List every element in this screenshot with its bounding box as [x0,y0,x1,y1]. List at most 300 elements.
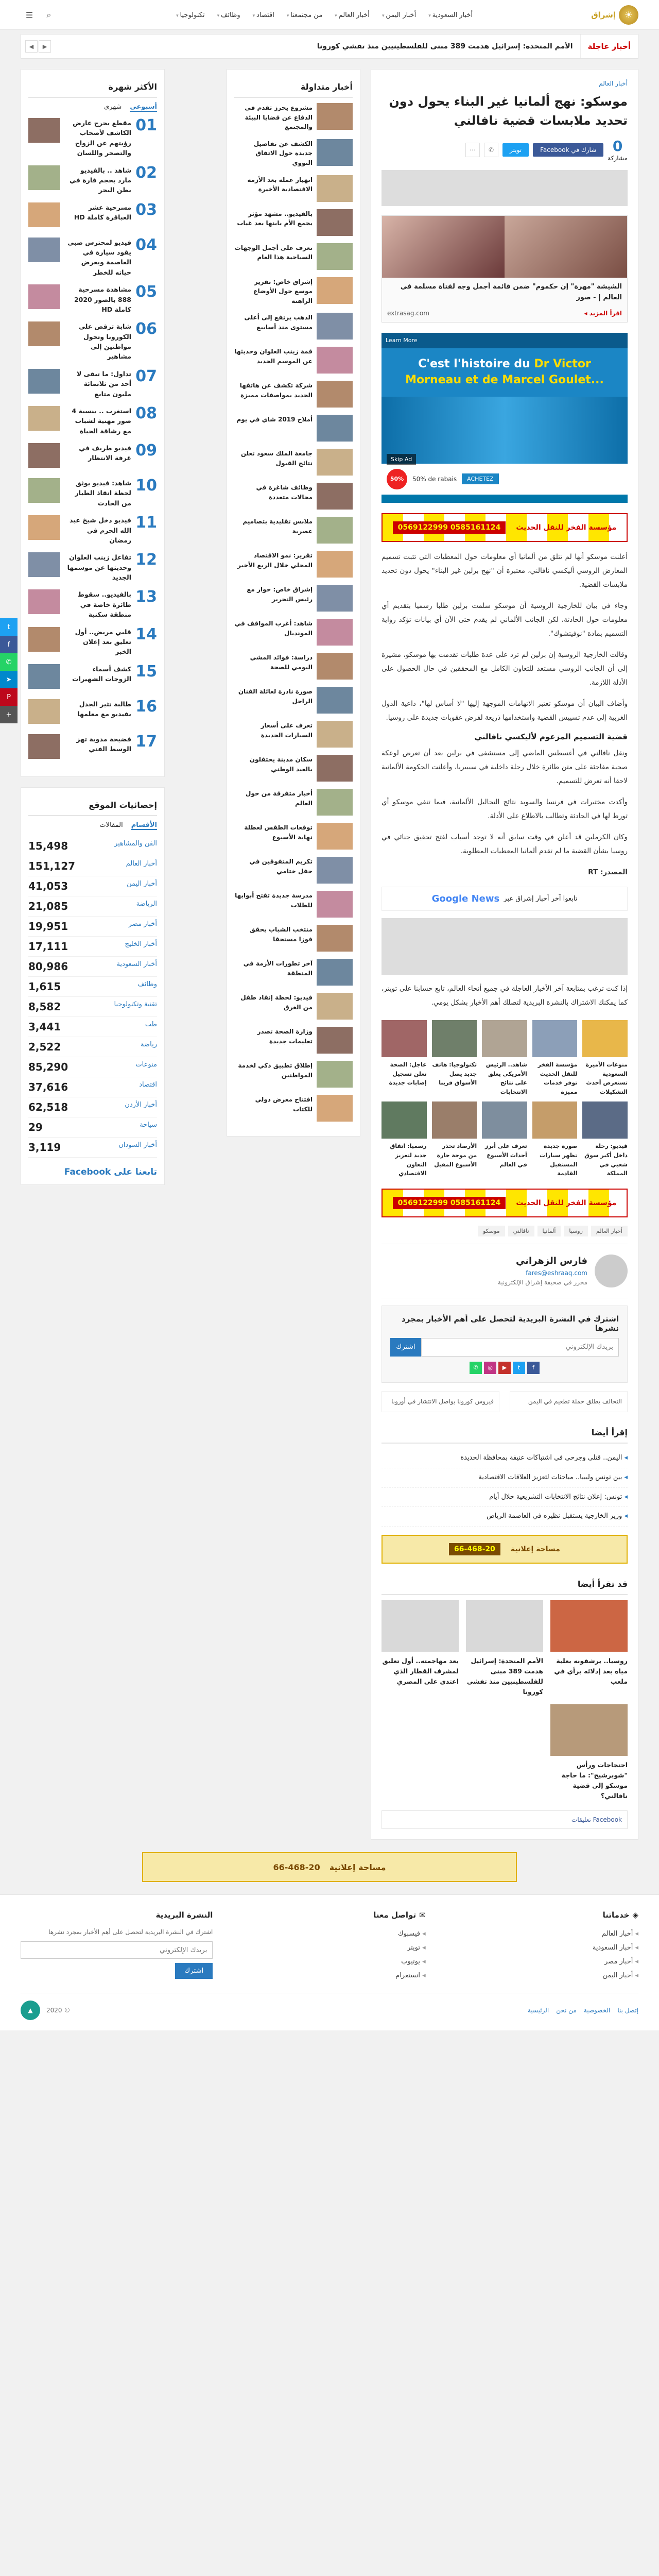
footer-link[interactable]: ◂ أخبار اليمن [446,1969,638,1982]
popular-thumb [28,699,60,724]
trending-title: تعرف على أجمل الوجهات السياحية هذا العام [234,244,313,261]
popular-title: مسرحية عشر العباقرة كاملة HD [74,203,131,221]
stats-count: 2,522 [28,1040,61,1053]
trending-thumb [317,347,353,374]
also-read-title: قد تقرأ أيضا [381,1574,628,1595]
trending-item[interactable] [234,721,353,748]
google-news-logo: Google News [431,893,500,904]
stats-count: 17,111 [28,940,68,953]
footer-services-label: خدماتنا [602,1910,630,1920]
trending-title: بالفيديو.. مشهد مؤثر يجمع الأم بابنها بعد غياب [237,210,313,227]
stats-row[interactable] [28,917,157,937]
youtube-icon[interactable]: ▶ [498,1362,511,1374]
related-thumb [381,1020,427,1057]
trending-thumb [317,993,353,1020]
trending-thumb [317,1095,353,1122]
bottom-banner-ad[interactable] [142,1852,517,1882]
related-title: رسميا: اتفاق جديد لتعزيز التعاون الاقتصادي [390,1143,427,1177]
read-also-item[interactable]: ◂ بين تونس وليبيا.. مباحثات لتعزيز العلاقات الاقتصادية [381,1468,628,1488]
stats-row[interactable] [28,856,157,876]
popular-thumb [28,165,60,190]
popular-item[interactable] [28,589,157,619]
footer-contact-title [233,1910,425,1920]
stats-section: سياحة [140,1121,157,1129]
promo-title: الشيشة "مهرة" إن حكموم" ضمن قائمة أجمل وجه لفتاة مسلمة في العالم | - صور [400,283,622,302]
read-also-item[interactable]: ◂ وزير الخارجية يستقبل نظيره في العاصمة الرياض [381,1507,628,1527]
trending-item[interactable] [234,139,353,168]
related-thumb [482,1101,527,1139]
trending-item[interactable] [234,277,353,306]
trending-item[interactable] [234,857,353,884]
popular-title: شاهد .. بالفيديو مارد بحجم قارة في بطن البحر [70,166,131,194]
nav-item[interactable]: أخبار اليمن ▾ [377,8,421,22]
trending-item[interactable] [234,1027,353,1054]
twitter-icon[interactable]: t [0,618,18,636]
related-thumb [381,1101,427,1139]
popular-rank: 14 [135,625,157,643]
bottom-ad-phone: 66-468-20 [273,1862,320,1872]
trending-thumb [317,925,353,952]
stats-count: 8,582 [28,1000,61,1013]
facebook-like-link[interactable]: تابعنا على Facebook [64,1166,157,1177]
trending-item[interactable] [234,415,353,442]
facebook-comments[interactable]: Facebook تعليقات [381,1810,628,1829]
related-item[interactable] [532,1020,578,1096]
stats-count: 3,441 [28,1020,61,1033]
stats-row[interactable] [28,1138,157,1158]
trending-title: شاهد: أغرب المواقف في المونديال [234,620,313,637]
also-item[interactable] [550,1600,628,1697]
tag[interactable]: روسيا [564,1226,588,1236]
related-title: فيديو: رحلة داخل أكبر سوق شعبي في المملكة [584,1143,628,1177]
trending-thumb [317,209,353,236]
tab-monthly[interactable]: شهري [104,103,122,111]
popular-rank: 07 [135,367,157,385]
trending-title: تكريم المتفوقين في حفل ختامي [249,858,313,875]
plus-icon[interactable]: + [0,706,18,723]
stats-section: طب [145,1020,157,1028]
trending-item[interactable] [234,959,353,986]
stats-row[interactable] [28,1097,157,1117]
whatsapp-icon[interactable]: ✆ [470,1362,482,1374]
ad-skip-button[interactable]: Skip Ad [387,454,416,465]
promo-read-more[interactable]: اقرأ المزيد ◂ [584,309,622,317]
tab-articles[interactable]: المقالات [99,821,123,829]
chevron-left-icon[interactable]: ◀ [25,40,38,53]
trending-thumb [317,1061,353,1088]
stats-count: 85,290 [28,1060,68,1073]
stats-row[interactable] [28,896,157,917]
stats-section: اقتصاد [139,1080,157,1089]
trending-item[interactable] [234,483,353,510]
also-item[interactable] [550,1704,628,1801]
facebook-icon[interactable]: f [527,1362,540,1374]
promo-image [505,216,627,278]
trending-item[interactable] [234,243,353,270]
related-item[interactable] [432,1101,477,1178]
nav-item[interactable]: وظائف ▾ [212,8,246,22]
search-icon[interactable]: ⌕ [46,10,51,20]
read-also-item[interactable]: ◂ اليمن.. قتلى وجرحى في اشتباكات عنيفة بمحافظة الحديدة [381,1449,628,1468]
popular-thumb [28,369,60,394]
stats-count: 62,518 [28,1100,68,1113]
footer-link[interactable]: ◂ أخبار العالم [446,1927,638,1941]
instagram-icon[interactable]: ◎ [484,1362,496,1374]
newsletter-subscribe-button[interactable]: اشترك [390,1338,421,1357]
trending-title: مدرسة جديدة تفتح أبوابها للطلاب [235,892,313,909]
popular-rank: 05 [135,283,157,301]
trending-item[interactable] [234,687,353,714]
trending-title: الكشف عن تفاصيل جديدة حول الاتفاق النووي [253,140,313,166]
trending-item[interactable] [234,175,353,202]
trending-item[interactable] [234,585,353,612]
related-item[interactable] [432,1020,477,1096]
stats-count: 15,498 [28,839,68,852]
newsletter-box [381,1306,628,1383]
trending-item[interactable] [234,925,353,952]
stats-section: أخبار العالم [126,859,157,868]
tab-weekly[interactable]: أسبوعي [130,103,157,111]
popular-item[interactable] [28,284,157,314]
ad-headline-b: Dr Victor Morneau et de Marcel Goulet... [405,357,604,386]
popular-item[interactable] [28,165,157,195]
tag[interactable]: ألمانيا [537,1226,561,1236]
trending-item[interactable] [234,823,353,850]
footer-link[interactable]: ◂ أخبار السعودية [446,1941,638,1955]
trending-item[interactable] [234,619,353,646]
trending-title: أخبار متداولة [234,77,353,98]
popular-item[interactable] [28,664,157,692]
trending-thumb [317,687,353,714]
popular-item[interactable] [28,406,157,436]
trending-title: الذهب يرتفع إلى أعلى مستوى منذ أسابيع [244,314,313,331]
related-item[interactable] [532,1101,578,1178]
stats-title: إحصائيات الموقع [28,795,157,816]
copyright: © 2020 [46,2007,71,2014]
trending-title: وزارة الصحة تصدر تعليمات جديدة [257,1028,313,1045]
footer-subscribe-button[interactable]: اشترك [175,1963,213,1979]
footer-link[interactable]: ◂ تويتر [233,1941,425,1955]
stats-count: 1,615 [28,980,61,993]
banner-ad-title: مؤسسة الفخر للنقل الحديث [516,523,617,532]
article-source: المصدر: RT [588,868,628,876]
trending-thumb [317,449,353,476]
popular-rank: 11 [135,514,157,532]
next-article-link[interactable]: فيروس كورونا يواصل الانتشار في أوروبا [381,1391,499,1412]
related-item[interactable] [582,1101,628,1178]
scroll-top-icon[interactable]: ▲ [21,2001,40,2020]
stats-count: 19,951 [28,920,68,933]
footer-link[interactable]: ◂ فيسبوك [233,1927,425,1941]
facebook-icon[interactable]: f [0,636,18,653]
stats-section: الرياضة [136,900,157,908]
tag[interactable]: أخبار العالم [591,1226,628,1236]
related-grid [381,1020,628,1178]
trending-item[interactable] [234,653,353,680]
stats-row[interactable] [28,937,157,957]
ad-buy-button[interactable]: ACHETEZ [462,473,498,484]
nav-item[interactable]: من مجتمعنا ▾ [282,8,327,22]
trending-thumb [317,653,353,680]
related-title: صورة جديدة تظهر سيارات المستقبل القادمة [540,1143,578,1177]
video-ad[interactable] [381,333,628,503]
stats-section: أخبار الأردن [125,1100,157,1109]
footer-bottom-link[interactable]: الرئيسية [527,2007,549,2014]
footer-link[interactable]: ◂ يوتيوب [233,1955,425,1969]
stats-row[interactable] [28,836,157,856]
trending-thumb [317,585,353,612]
stats-count: 80,986 [28,960,68,973]
trending-title: دراسة: فوائد المشي اليومي للصحة [250,654,313,671]
ad-learn-more[interactable]: Learn More [381,333,628,348]
banner-ad[interactable] [381,1189,628,1217]
banner-ad[interactable] [381,1535,628,1564]
popular-title: فضيحة مدوية تهز الوسط الفني [76,735,131,753]
footer-bottom-link[interactable]: إتصل بنا [617,2007,638,2014]
newsletter-email-input[interactable] [421,1338,619,1357]
popular-box [21,69,165,777]
trending-title: انهيار عملة بعد الأزمة الاقتصادية الأخيرة [247,176,313,193]
stats-section: الفن والمشاهير [114,839,157,848]
trending-item[interactable] [234,209,353,236]
services-icon: ◈ [632,1910,638,1920]
popular-item[interactable] [28,235,157,278]
footer-newsletter-desc: اشترك في النشرة البريدية لتحصل على أهم الأخبار بمجرد نشرها [48,1928,213,1936]
popular-item[interactable] [28,552,157,582]
trending-title: شركة تكشف عن هاتفها الجديد بمواصفات مميزة [239,382,313,399]
banner-ad[interactable] [381,513,628,542]
popular-title: مقطع يحرج عارض الكاشف لأصحاب رؤيتهم عن الزواج والتصحر واللسان [73,119,131,157]
tag[interactable]: موسكو [478,1226,505,1236]
author-bio: محرر في صحيفة إشراق الإلكترونية [497,1279,587,1286]
trending-thumb [317,277,353,304]
trending-title: وظائف شاغرة في مجالات متعددة [256,484,313,501]
popular-thumb [28,589,60,614]
promo-image [382,216,505,278]
also-thumb [550,1600,628,1652]
article-paragraph: وكان الكرملين قد أعلن في وقت سابق أنه لا توجد أسباب لفتح تحقيق جنائي في روسيا بشأن القضية ما لم تقدم ألمانيا المعطيات المطلوبة. [381,833,628,855]
author-box [381,1244,628,1298]
banner-ad-phone: 0585161124 0569122999 [393,521,506,534]
popular-rank: 01 [135,116,157,134]
trending-thumb [317,139,353,166]
trending-thumb [317,857,353,884]
popular-thumb [28,238,60,262]
article-paragraph: أعلنت موسكو أنها لم تتلق من ألمانيا أي معلومات حول المعطيات التي تثبت تسميم المعارض الروسي أليكسي نافالني، معتبرة أن "نهج برلين غير البناء" يحول دون تحديد ملابسات القضية. [381,552,628,589]
popular-item[interactable] [28,734,157,762]
popular-thumb [28,284,60,309]
trending-item[interactable] [234,517,353,544]
related-item[interactable] [381,1101,427,1178]
trending-item[interactable] [234,551,353,578]
twitter-share-button[interactable]: تويتر [502,143,529,157]
trending-item[interactable] [234,347,353,374]
popular-item[interactable] [28,443,157,471]
stats-row[interactable] [28,957,157,977]
whatsapp-icon[interactable]: ✆ [0,653,18,671]
popular-item[interactable] [28,202,157,230]
trending-thumb [317,381,353,408]
popular-title: شاهد: فيديو يوثق لحظة انقاذ الطيار من الحادث [75,479,131,507]
sponsored-promo[interactable] [381,215,628,323]
trending-box [227,69,360,1137]
popular-title: شابة ترقص على الكورونا وتحول مواطنين إلى مشاهير [79,323,131,361]
trending-item[interactable] [234,993,353,1020]
popular-title: قلبي مريض.. أول تعليق بعد إعلان الخبر [75,628,131,656]
trending-item[interactable] [234,1061,353,1088]
breaking-text[interactable]: الأمم المتحدة: إسرائيل هدمت 389 مبنى للفلسطينيين منذ تفشي كورونا [317,42,573,50]
site-header [0,0,659,30]
trending-title: سكان مدينة يحتفلون بالعيد الوطني [249,756,313,773]
trending-item[interactable] [234,755,353,782]
chevron-right-icon[interactable]: ▶ [39,40,51,53]
floating-share-bar [0,618,18,723]
popular-thumb [28,406,60,431]
trending-item[interactable] [234,449,353,476]
stats-row[interactable] [28,876,157,896]
pinterest-icon[interactable]: P [0,688,18,706]
trending-item[interactable] [234,1095,353,1122]
popular-title: مشاهدة مسرحية 888 بالصور 2020 كاملة HD [74,285,131,313]
stats-row[interactable] [28,1057,157,1077]
share-more-icon[interactable]: ⋯ [465,143,480,157]
also-thumb [381,1600,459,1652]
popular-thumb [28,478,60,503]
breaking-news-bar [21,34,638,59]
footer-bottom-link[interactable]: من نحن [556,2007,577,2014]
related-thumb [532,1020,578,1057]
share-bar [381,138,628,162]
popular-thumb [28,734,60,759]
related-thumb [482,1020,527,1057]
trending-item[interactable] [234,891,353,918]
related-title: تكنولوجيا: هاتف جديد يصل الأسواق قريبا [432,1061,477,1087]
stats-section: تقنية وتكنولوجيا [114,1000,157,1008]
also-item-title: بعد مهاجمته.. أول تعليق لمشرف القطار الذي اعتدى على المصري [382,1657,459,1686]
also-item[interactable] [466,1600,543,1697]
site-logo[interactable] [591,5,638,25]
author-email[interactable]: fares@eshraaq.com [526,1269,587,1277]
telegram-icon[interactable]: ➤ [0,671,18,688]
popular-title: تداول: ما تبقى لا أحد من ثلاثمائة مليون متابع [76,369,131,398]
contact-icon: ✉ [419,1910,426,1920]
stats-row[interactable] [28,977,157,997]
stats-row[interactable] [28,1037,157,1057]
author-name[interactable]: فارس الزهراني [516,1256,587,1267]
related-thumb [432,1101,477,1139]
facebook-share-button[interactable]: شارك في Facebook [533,143,603,157]
popular-item[interactable] [28,321,157,362]
related-thumb [532,1101,578,1139]
tag-list [381,1226,628,1236]
footer-email-input[interactable] [21,1941,213,1959]
trending-thumb [317,755,353,782]
trending-thumb [317,483,353,510]
main-nav [171,8,478,22]
ad-headline [381,348,628,397]
trending-thumb [317,243,353,270]
also-item[interactable] [381,1600,459,1697]
whatsapp-icon[interactable]: ✆ [484,143,498,157]
article-subheading: قضية التسميم المزعوم لأليكسي نافالني [474,732,628,741]
site-footer [0,1894,659,2030]
also-read [381,1574,628,1801]
trending-item[interactable] [234,381,353,408]
trending-thumb [317,103,353,130]
related-title: منوعات الأميرة السعودية تستعرض أحدث التشكيلات [585,1061,628,1095]
stats-row[interactable] [28,1077,157,1097]
popular-title: فيديو طريف في غرفة الانتظار [79,444,131,462]
prev-article-link[interactable]: التحالف يطلق حملة تطعيم في اليمن [510,1391,628,1412]
stats-row[interactable] [28,1017,157,1037]
twitter-icon[interactable]: t [513,1362,525,1374]
popular-rank: 12 [135,551,157,569]
popular-item[interactable] [28,699,157,727]
related-item[interactable] [482,1020,527,1096]
read-also-item[interactable]: ◂ تونس: إعلان نتائج الانتخابات التشريعية خلال أيام [381,1488,628,1507]
google-news-text: تابعوا آخر أخبار إشراق عبر [504,894,578,903]
footer-bottom-link[interactable]: الخصوصية [583,2007,611,2014]
nav-item[interactable]: أخبار العالم ▾ [330,8,375,22]
trending-title: إشراق خاص: حوار مع رئيس التحرير [247,586,313,603]
popular-item[interactable] [28,627,157,657]
tab-sections[interactable]: الأقسام [131,821,157,829]
popular-item[interactable] [28,118,157,158]
related-thumb [582,1020,628,1057]
popular-thumb [28,118,60,143]
inline-ad-image[interactable] [381,918,628,975]
stats-section: أخبار اليمن [127,879,157,888]
stats-row[interactable] [28,997,157,1017]
prev-next-nav [381,1391,628,1412]
trending-item[interactable] [234,103,353,132]
popular-item[interactable] [28,478,157,508]
trending-title: إشراق خاص: تقرير موسع حول الأوضاع الراهنة [253,278,313,304]
popular-item[interactable] [28,515,157,545]
footer-link[interactable]: ◂ انستغرام [233,1969,425,1982]
trending-title: مشروع يحرز تقدم في الدفاع عن قضايا البيئة والمجتمع [245,104,313,131]
footer-link[interactable]: ◂ أخبار مصر [446,1955,638,1969]
google-news-follow[interactable] [381,887,628,911]
popular-rank: 06 [135,320,157,338]
trending-item[interactable] [234,789,353,816]
related-item[interactable] [582,1020,628,1096]
stats-row[interactable] [28,1117,157,1138]
related-item[interactable] [482,1101,527,1178]
trending-item[interactable] [234,313,353,340]
popular-rank: 13 [135,588,157,606]
popular-rank: 09 [135,442,157,460]
bottom-ad-text: مساحة إعلانية [329,1862,386,1872]
nav-item[interactable]: تكنولوجيا ▾ [171,8,210,22]
related-title: تعرف على أبرز أحداث الأسبوع في العالم [484,1143,527,1168]
article-title: موسكو: نهج ألمانيا غير البناء يحول دون تحديد ملابسات قضية نافالني [389,94,628,128]
stats-count: 41,053 [28,879,68,892]
menu-icon[interactable]: ☰ [25,10,33,20]
related-item[interactable] [381,1020,427,1096]
trending-thumb [317,823,353,850]
stats-section: أخبار الخليج [125,940,157,948]
tag[interactable]: نافالني [508,1226,534,1236]
nav-item[interactable]: أخبار السعودية ▾ [423,8,478,22]
article [371,69,638,1840]
popular-item[interactable] [28,369,157,399]
nav-item[interactable]: اقتصاد ▾ [248,8,280,22]
stats-section: رياضة [141,1040,157,1048]
promo-source: extrasag.com [387,309,429,317]
trending-thumb [317,619,353,646]
breadcrumb[interactable]: أخبار العالم [599,80,628,87]
